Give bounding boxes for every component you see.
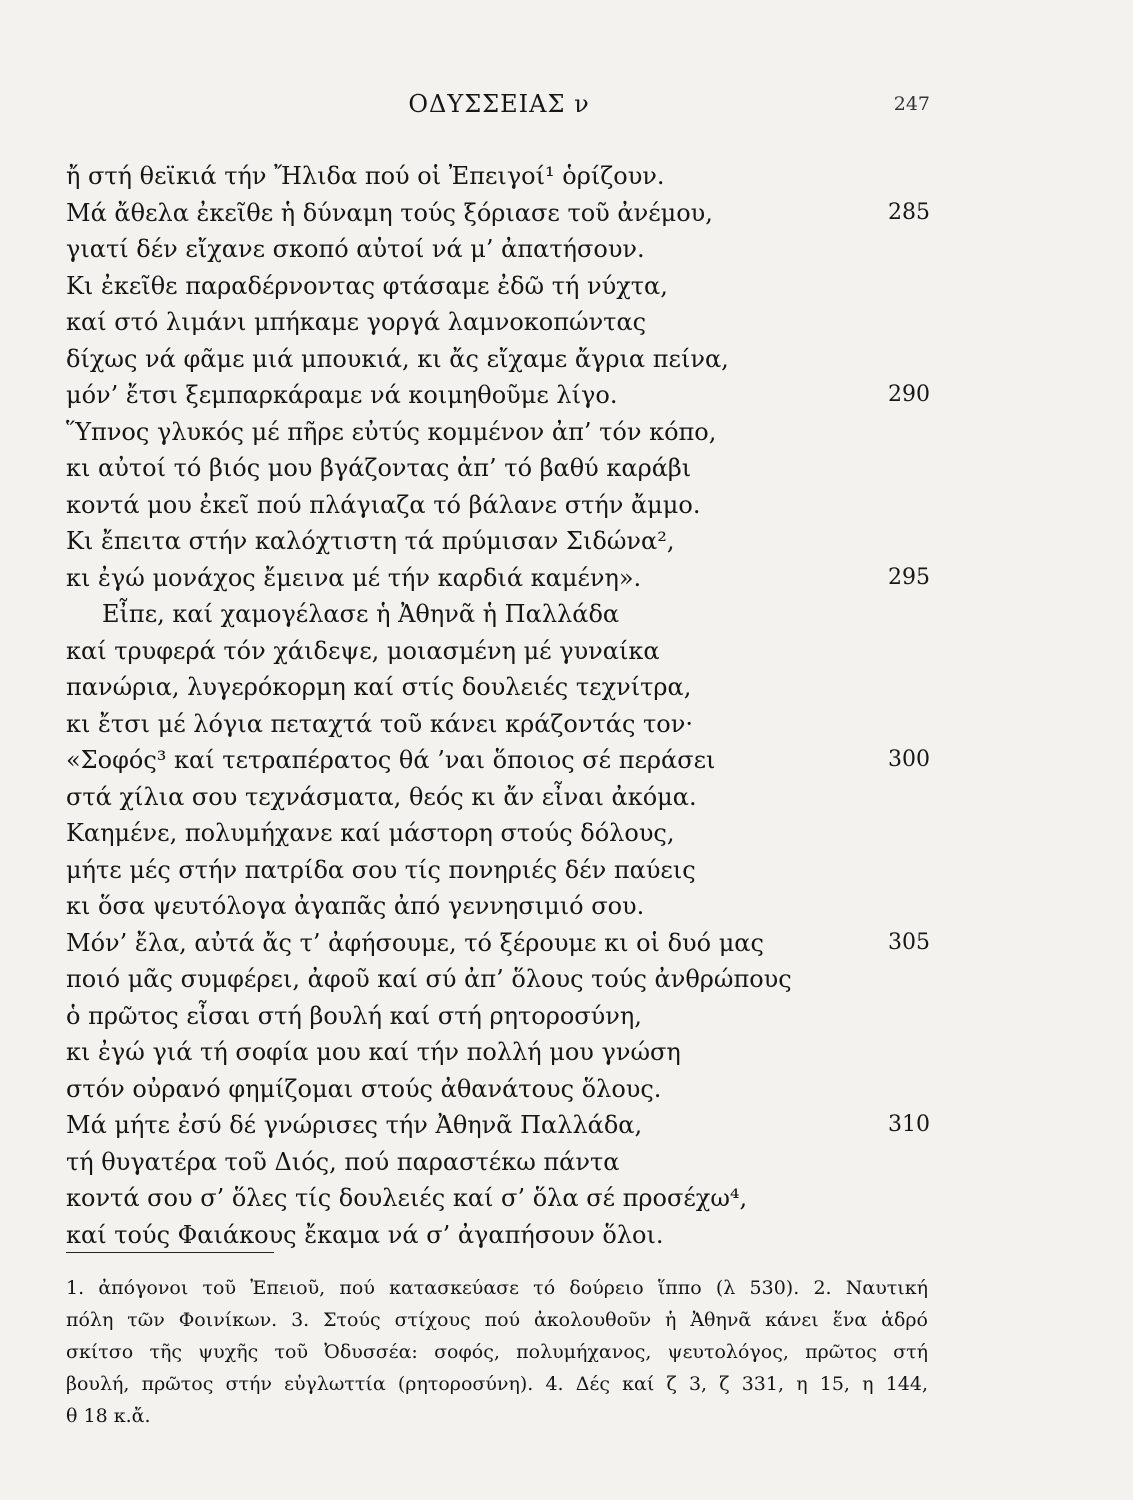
verse-text: κι ἐγώ μονάχος ἔμεινα μέ τήν καρδιά καμένη». xyxy=(66,563,642,592)
verse-text: Ὕπνος γλυκός μέ πῆρε εὐτύς κομμένον ἀπ’ τόν κόπο, xyxy=(66,417,717,446)
verse-text: Εἶπε, καί χαμογέλασε ἡ Ἀθηνᾶ ἡ Παλλάδα xyxy=(102,600,620,628)
verse-line xyxy=(66,195,932,232)
verse-text: Καημένε, πολυμήχανε καί μάστορη στούς δόλους, xyxy=(66,819,675,847)
verse-line xyxy=(66,450,932,487)
verse-text: καί στό λιμάνι μπήκαμε γοργά λαμνοκοπώντας xyxy=(66,308,647,336)
verse-text: μόν’ ἔτσι ξεμπαρκάραμε νά κοιμηθοῦμε λίγο. xyxy=(66,381,618,409)
verse-line xyxy=(66,596,932,633)
verse-line xyxy=(66,779,932,816)
footnote-line: βουλή, πρῶτος στήν εὐγλωττία (ρητοροσύνη). 4. Δές καί ζ 3, ζ 331, η 15, η 144, xyxy=(66,1373,928,1395)
verse-text: Κι ἔπειτα στήν καλόχτιστη τά πρύμισαν Σιδώνα², xyxy=(66,527,675,555)
footnotes xyxy=(66,1272,928,1432)
verse-line xyxy=(66,1180,932,1217)
verse-text: Μά μήτε ἐσύ δέ γνώρισες τήν Ἀθηνᾶ Παλλάδα, xyxy=(66,1111,643,1139)
verse-line xyxy=(66,998,932,1035)
verse-line xyxy=(66,341,932,378)
verse-line xyxy=(66,1034,932,1071)
verse-text: μήτε μές στήν πατρίδα σου τίς πονηριές δέν παύεις xyxy=(66,855,696,884)
running-title: ΟΔΥΣΣΕΙΑΣ ν xyxy=(408,90,590,118)
line-number: 300 xyxy=(888,747,930,772)
verse-block xyxy=(66,158,932,1253)
verse-line xyxy=(66,925,932,962)
page-header xyxy=(66,86,932,122)
verse-line xyxy=(66,961,932,998)
line-number: 305 xyxy=(888,929,930,955)
verse-text: κοντά σου σ’ ὅλες τίς δουλειές καί σ’ ὅλα σέ προσέχω⁴, xyxy=(66,1184,748,1212)
verse-text: κοντά μου ἐκεῖ πού πλάγιαζα τό βάλανε στήν ἄμμο. xyxy=(66,490,701,519)
line-number: 290 xyxy=(888,382,930,407)
footnote-line: πόλη τῶν Φοινίκων. 3. Στούς στίχους πού ἀκολουθοῦν ἡ Ἀθηνᾶ κάνει ἕνα ἁδρό xyxy=(66,1309,928,1331)
verse-text: Μόν’ ἔλα, αὐτά ἄς τ’ ἀφήσουμε, τό ξέρουμε κι οἱ δυό μας xyxy=(66,928,764,957)
footnote-line: σκίτσο τῆς ψυχῆς τοῦ Ὀδυσσέα: σοφός, πολυμήχανος, ψευτολόγος, πρῶτος στή xyxy=(66,1341,928,1363)
verse-line xyxy=(66,377,932,414)
verse-line xyxy=(66,158,932,195)
verse-line xyxy=(66,852,932,889)
verse-line xyxy=(66,414,932,451)
verse-text: Κι ἐκεῖθε παραδέρνοντας φτάσαμε ἐδῶ τή νύχτα, xyxy=(66,271,668,300)
verse-text: ποιό μᾶς συμφέρει, ἀφοῦ καί σύ ἀπ’ ὅλους τούς ἀνθρώπους xyxy=(66,965,792,993)
verse-line xyxy=(66,888,932,925)
verse-text: γιατί δέν εἴχανε σκοπό αὐτοί νά μ’ ἀπατήσουν. xyxy=(66,235,645,263)
footnote-line: 1. ἀπόγονοι τοῦ Ἐπειοῦ, πού κατασκεύασε τό δούρειο ἵππο (λ 530). 2. Ναυτική xyxy=(66,1277,928,1299)
verse-line xyxy=(66,231,932,268)
verse-text: ἤ στή θεϊκιά τήν Ἤλιδα πού οἱ Ἐπειγοί¹ ὁρίζουν. xyxy=(66,162,665,190)
verse-line xyxy=(66,487,932,524)
line-number: 295 xyxy=(888,564,930,590)
verse-text: ὁ πρῶτος εἶσαι στή βουλή καί στή ρητοροσύνη, xyxy=(66,1001,642,1030)
verse-text: καί τούς Φαιάκους ἔκαμα νά σ’ ἀγαπήσουν ὅλοι. xyxy=(66,1220,664,1249)
verse-line xyxy=(66,706,932,743)
verse-line xyxy=(66,633,932,670)
verse-text: πανώρια, λυγερόκορμη καί στίς δουλειές τεχνίτρα, xyxy=(66,673,692,701)
page-number: 247 xyxy=(893,93,930,115)
verse-text: κι αὐτοί τό βιός μου βγάζοντας ἀπ’ τό βαθύ καράβι xyxy=(66,454,692,482)
verse-line xyxy=(66,1217,932,1254)
verse-text: τή θυγατέρα τοῦ Διός, πού παραστέκω πάντα xyxy=(66,1147,620,1176)
verse-line xyxy=(66,1071,932,1108)
verse-text: κι ἔτσι μέ λόγια πεταχτά τοῦ κάνει κράζοντάς τον· xyxy=(66,709,693,738)
verse-text: στά χίλια σου τεχνάσματα, θεός κι ἄν εἶναι ἀκόμα. xyxy=(66,782,697,811)
verse-line xyxy=(66,669,932,706)
verse-text: στόν οὐρανό φημίζομαι στούς ἀθανάτους ὅλους. xyxy=(66,1074,662,1103)
verse-line xyxy=(66,268,932,305)
verse-line xyxy=(66,304,932,341)
verse-line xyxy=(66,1144,932,1181)
footnote-divider xyxy=(66,1252,274,1253)
verse-text: Μά ἄθελα ἐκεῖθε ἡ δύναμη τούς ξόριασε τοῦ ἀνέμου, xyxy=(66,198,713,227)
verse-line xyxy=(66,1107,932,1144)
verse-line xyxy=(66,815,932,852)
verse-line xyxy=(66,523,932,560)
line-number: 285 xyxy=(888,199,930,225)
verse-text: καί τρυφερά τόν χάιδεψε, μοιασμένη μέ γυναίκα xyxy=(66,636,660,665)
verse-line xyxy=(66,560,932,597)
verse-line xyxy=(66,742,932,779)
verse-text: κι ὅσα ψευτόλογα ἀγαπᾶς ἀπό γεννησιμιό σου. xyxy=(66,892,645,920)
verse-text: «Σοφός³ καί τετραπέρατος θά ’ναι ὅποιος σέ περάσει xyxy=(66,746,716,774)
footnote-line: θ 18 κ.ἄ. xyxy=(66,1405,151,1427)
verse-text: δίχως νά φᾶμε μιά μπουκιά, κι ἄς εἴχαμε ἄγρια πείνα, xyxy=(66,344,729,373)
verse-text: κι ἐγώ γιά τή σοφία μου καί τήν πολλή μου γνώση xyxy=(66,1038,681,1066)
line-number: 310 xyxy=(888,1112,930,1137)
